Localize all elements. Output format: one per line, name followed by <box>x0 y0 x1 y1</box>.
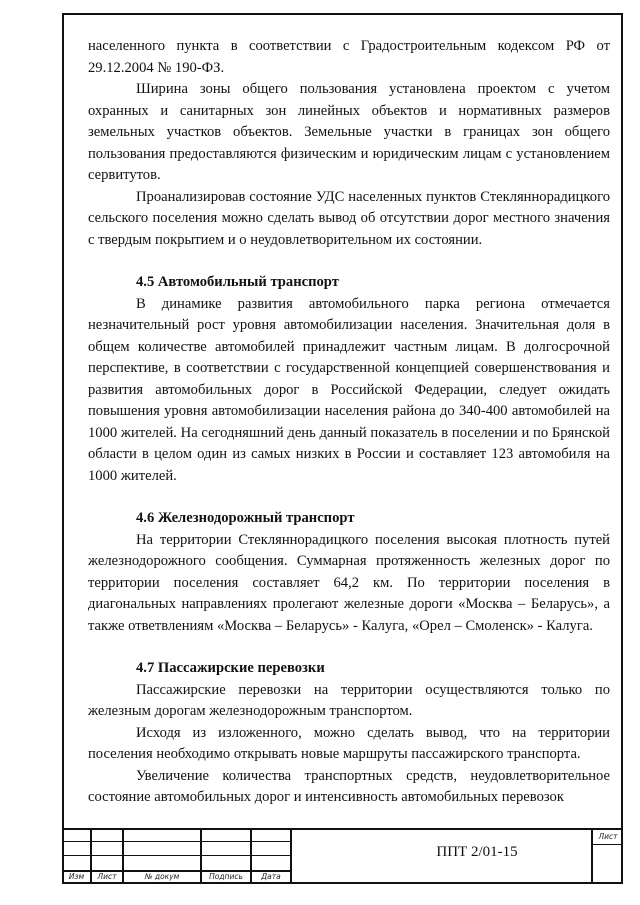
stamp-label-list: Лист <box>97 872 117 881</box>
paragraph: В динамике развития автомобильного парка региона отмечается незначительный рост уровня автомобилизации населения. Значительная доля в общем количестве автомобилей принадлежит частным лицам. В долгосрочной перспективе, в соответствии с государственной концепцией совершенствования и развития автомобильных дорог в Российской Федерации, следует ожидать повышения уровня автомобилизации населения района до 340-400 автомобилей на 1000 жителей. На сегодняшний день данный показатель в поселении и по Брянской области в целом один из самых низких в России и составляет 123 автомобиля на 1000 жителей. <box>88 295 610 484</box>
paragraph: На территории Стекляннорадицкого поселения высокая плотность путей железнодорожного сообщения. Суммарная протяженность железных дорог по территории поселения составляет 64,2 км. По территории поселения в диагональных направлениях пролегают железные дороги «Москва – Беларусь», а также ответвлениям «Москва – Беларусь» - Калуга, «Орел – Смоленск» - Калуга. <box>88 531 610 634</box>
paragraph: Пассажирские перевозки на территории осуществляются только по железным дорогам железнодорожным транспортом. <box>88 681 610 719</box>
paragraph: Ширина зоны общего пользования установлена проектом с учетом охранных и санитарных зон линейных объектов и нормативных размеров земельных участков объектов. Земельные участки в границах зон общего пользования предоставляются физическим и юридическим лицам с установлением сервитутов. <box>88 81 610 183</box>
section-heading: 4.7 Пассажирские перевозки <box>136 660 325 676</box>
paragraph: Исходя из изложенного, можно сделать вывод, что на территории поселения необходимо открывать новые маршруты пассажирского транспорта. <box>88 724 610 762</box>
section-heading: 4.6 Железнодорожный транспорт <box>136 510 355 526</box>
document-number: ППТ 2/01-15 <box>436 844 518 860</box>
document-body <box>88 36 610 809</box>
section-heading: 4.5 Автомобильный транспорт <box>136 274 339 290</box>
stamp-label-sign: Подпись <box>209 872 243 881</box>
stamp-label-date: Дата <box>261 872 281 881</box>
paragraph: населенного пункта в соответствии с Градостроительным кодексом РФ от 29.12.2004 № 190-ФЗ. <box>88 38 610 76</box>
stamp-label-izm: Изм <box>68 872 85 881</box>
title-block <box>62 828 623 884</box>
paragraph: Проанализировав состояние УДС населенных пунктов Стекляннорадицкого сельского поселения можно сделать вывод об отсутствии дорог местного значения с твердым покрытием и о неудовлетворительном их состоянии. <box>88 188 610 248</box>
stamp-label-doc: № докум <box>144 872 180 881</box>
paragraph: Увеличение количества транспортных средств, неудовлетворительное состояние автомобильных дорог и интенсивность автомобильных перевозок <box>88 767 610 805</box>
stamp-label-sheet: Лист <box>598 832 618 841</box>
